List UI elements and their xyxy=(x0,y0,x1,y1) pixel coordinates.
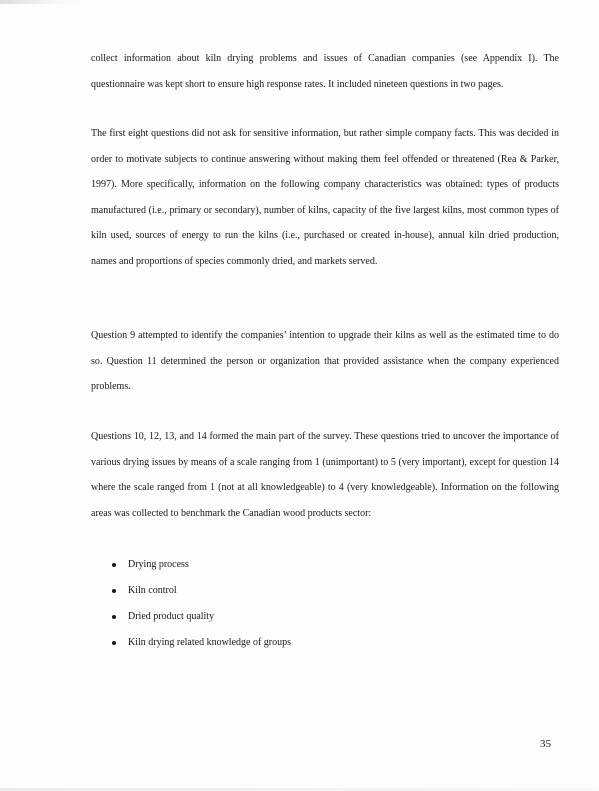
bullet-icon xyxy=(112,563,116,567)
list-item-label: Kiln control xyxy=(128,585,177,596)
list-item-label: Dried product quality xyxy=(128,611,215,622)
list-item xyxy=(112,578,532,604)
list-item-label: Drying process xyxy=(128,559,189,570)
paragraph-1-text: collect information about kiln drying problems and issues of Canadian companies (see Appendix I). The questionnaire was kept short to ensure high response rates. It included nineteen questions in two pages. xyxy=(91,53,559,90)
paragraph-4-text: Questions 10, 12, 13, and 14 formed the main part of the survey. These questions tried to uncover the importance of various drying issues by means of a scale ranging from 1 (unimportant) to 5 (very important), except for question 14 where the scale ranged from 1 (not at all knowledgeable) to 4 (very knowledgeable). Information on the following areas was collected to benchmark the Canadian wood products sector: xyxy=(91,431,559,519)
list-item xyxy=(112,604,532,630)
bullet-icon xyxy=(112,615,116,619)
paragraph-1 xyxy=(91,46,559,97)
paragraph-4 xyxy=(91,424,559,526)
paragraph-3 xyxy=(91,323,559,400)
bullet-icon xyxy=(112,589,116,593)
page-number: 35 xyxy=(540,738,551,750)
paragraph-2-text: The first eight questions did not ask for sensitive information, but rather simple company facts. This was decided in order to motivate subjects to continue answering without making them feel offended or threatened (Rea & Parker, 1997). More specifically, information on the following company characteristics was obtained: types of products manufactured (i.e., primary or secondary), number of kilns, capacity of the five largest kilns, most common types of kiln used, sources of energy to run the kilns (i.e., purchased or created in-house), annual kiln dried production, names and proportions of species commonly dried, and markets served. xyxy=(91,128,559,267)
scan-edge-top xyxy=(0,0,80,4)
paragraph-3-text: Question 9 attempted to identify the companies’ intention to upgrade their kilns as well as the estimated time to do so. Question 11 determined the person or organization that provided assistance when the company experienced problems. xyxy=(91,330,559,393)
list-item xyxy=(112,630,532,656)
bullet-icon xyxy=(112,641,116,645)
list-item xyxy=(112,552,532,578)
list-item-label: Kiln drying related knowledge of groups xyxy=(128,637,292,648)
survey-areas-list xyxy=(112,552,532,656)
paragraph-2 xyxy=(91,121,559,275)
